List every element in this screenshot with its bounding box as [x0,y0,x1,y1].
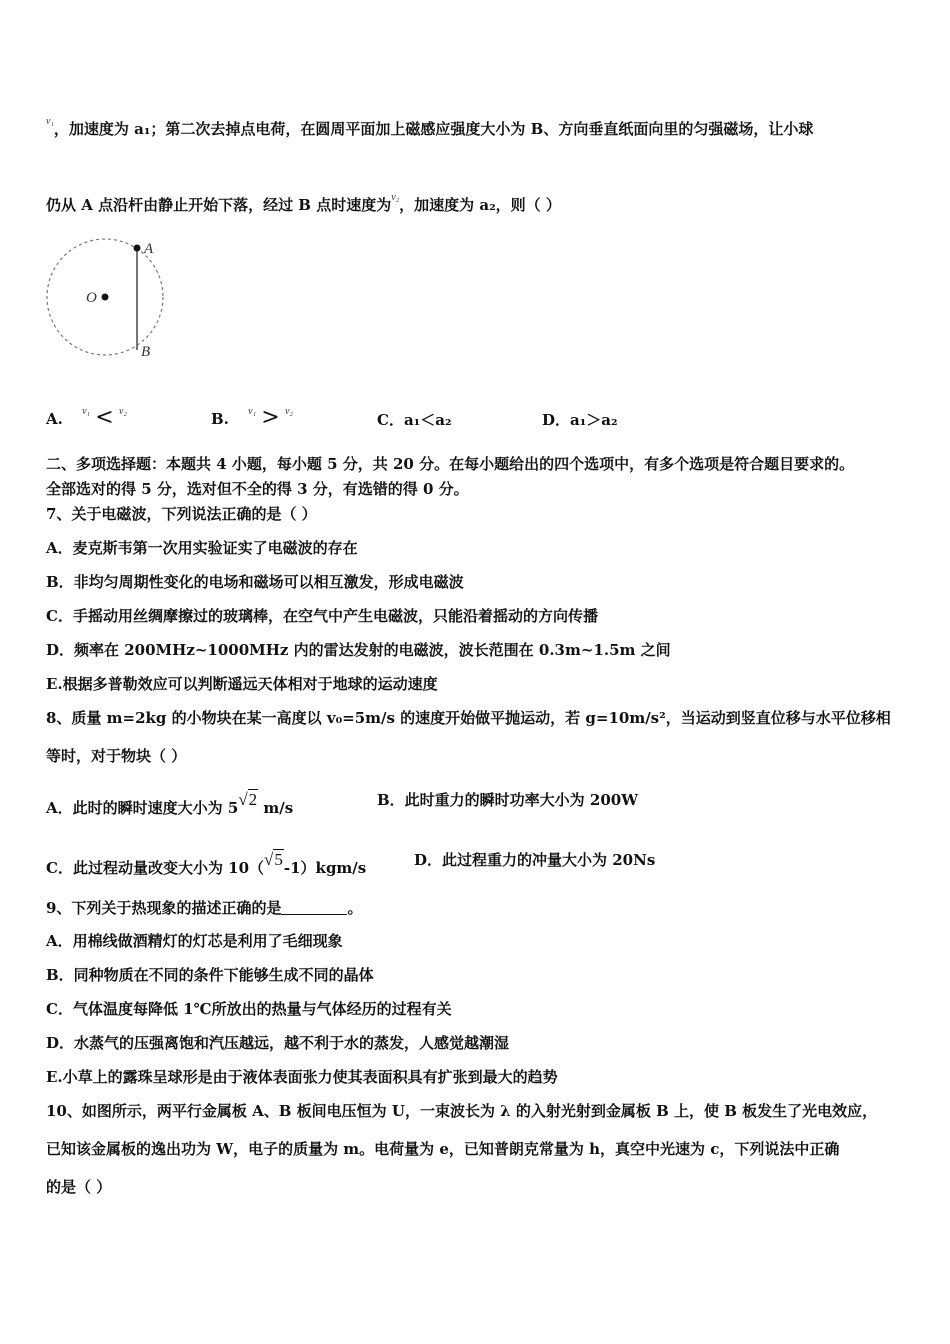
q6-option-d: D．a₁＞a₂ [542,411,618,429]
q6-option-c: C．a₁＜a₂ [377,411,452,429]
q6-v1-symbol: v₁ [46,116,54,127]
q8-option-c: C．此过程动量改变大小为 10（√5-1）kgm/s [46,850,367,877]
q8-option-b: B．此时重力的瞬时功率大小为 200W [377,791,639,809]
q10-line3: 的是（ ） [46,1178,112,1196]
q7-option-d: D．频率在 200MHz~1000MHz 内的雷达发射的电磁波，波长范围在 0.3m~1.5m 之间 [46,641,671,659]
q7-option-b: B．非均匀周期性变化的电场和磁场可以相互激发，形成电磁波 [46,573,464,591]
q8-stem-line2: 等时，对于物块（ ） [46,747,187,765]
q6-line2-start: 仍从 A 点沿杆由静止开始下落，经过 B 点时速度为 [46,196,392,214]
q7-option-a: A．麦克斯韦第一次用实验证实了电磁波的存在 [46,539,358,557]
q8-option-a: A．此时的瞬时速度大小为 5√2 m/s [46,790,294,817]
circle-rod-figure [40,232,180,362]
q9-option-a: A．用棉线做酒精灯的灯芯是利用了毛细现象 [46,932,343,950]
section2-line2: 全部选对的得 5 分，选对但不全的得 3 分，有选错的得 0 分。 [46,480,469,498]
q10-line1: 10、如图所示，两平行金属板 A、B 板间电压恒为 U，一束波长为 λ 的入射光射到金属板 B 上，使 B 板发生了光电效应， [46,1102,878,1120]
q9-option-b: B．同种物质在不同的条件下能够生成不同的晶体 [46,966,374,984]
q6-line1 [46,112,813,139]
q9-option-e: E.小草上的露珠呈球形是由于液体表面张力使其表面积具有扩张到最大的趋势 [46,1068,558,1086]
q6-line2 [46,188,561,215]
answer-blank[interactable] [281,900,347,915]
q8-option-d: D．此过程重力的冲量大小为 20Ns [414,851,656,869]
q7-option-c: C．手摇动用丝绸摩擦过的玻璃棒，在空气中产生电磁波，只能沿着摇动的方向传播 [46,607,598,625]
q7-option-e: E.根据多普勒效应可以判断遥远天体相对于地球的运动速度 [46,675,438,693]
label-A: A [144,241,154,257]
sqrt-2: √2 [238,790,258,809]
q8-stem-line1: 8、质量 m=2kg 的小物块在某一高度以 v₀=5m/s 的速度开始做平抛运动，若 g=10m/s²，当运动到竖直位移与水平位移相 [46,709,891,727]
q6-v2-symbol: v₂ [391,192,400,203]
sqrt-5: √5 [264,850,283,869]
label-O: O [86,290,97,306]
q6-line2-end: ，加速度为 a₂，则（ ） [399,196,561,214]
section2-line1: 二、多项选择题：本题共 4 小题，每小题 5 分，共 20 分。在每小题给出的四个选项中，有多个选项是符合题目要求的。 [46,455,855,473]
q6-line1-text: ，加速度为 a₁；第二次去掉点电荷，在圆周平面加上磁感应强度大小为 B、方向垂直纸面向里的匀强磁场，让小球 [53,120,814,138]
q9-option-c: C．气体温度每降低 1℃所放出的热量与气体经历的过程有关 [46,1000,452,1018]
q6-option-a: A. $^{v_1}$ < $^{v_2}$ [46,405,127,430]
q6-option-b: B. $^{v_1}$ > $^{v_2}$ [211,405,293,430]
label-B: B [141,344,151,360]
q10-line2: 已知该金属板的逸出功为 W，电子的质量为 m。电荷量为 e，已知普朗克常量为 h，真空中光速为 c，下列说法中正确 [46,1140,840,1158]
center-point-O [102,294,109,301]
q7-stem: 7、关于电磁波，下列说法正确的是（ ） [46,505,317,523]
ball-at-A [134,245,141,252]
q9-option-d: D．水蒸气的压强离饱和汽压越远，越不利于水的蒸发，人感觉越潮湿 [46,1034,510,1052]
q9-stem: 9、下列关于热现象的描述正确的是 。 [46,899,363,917]
